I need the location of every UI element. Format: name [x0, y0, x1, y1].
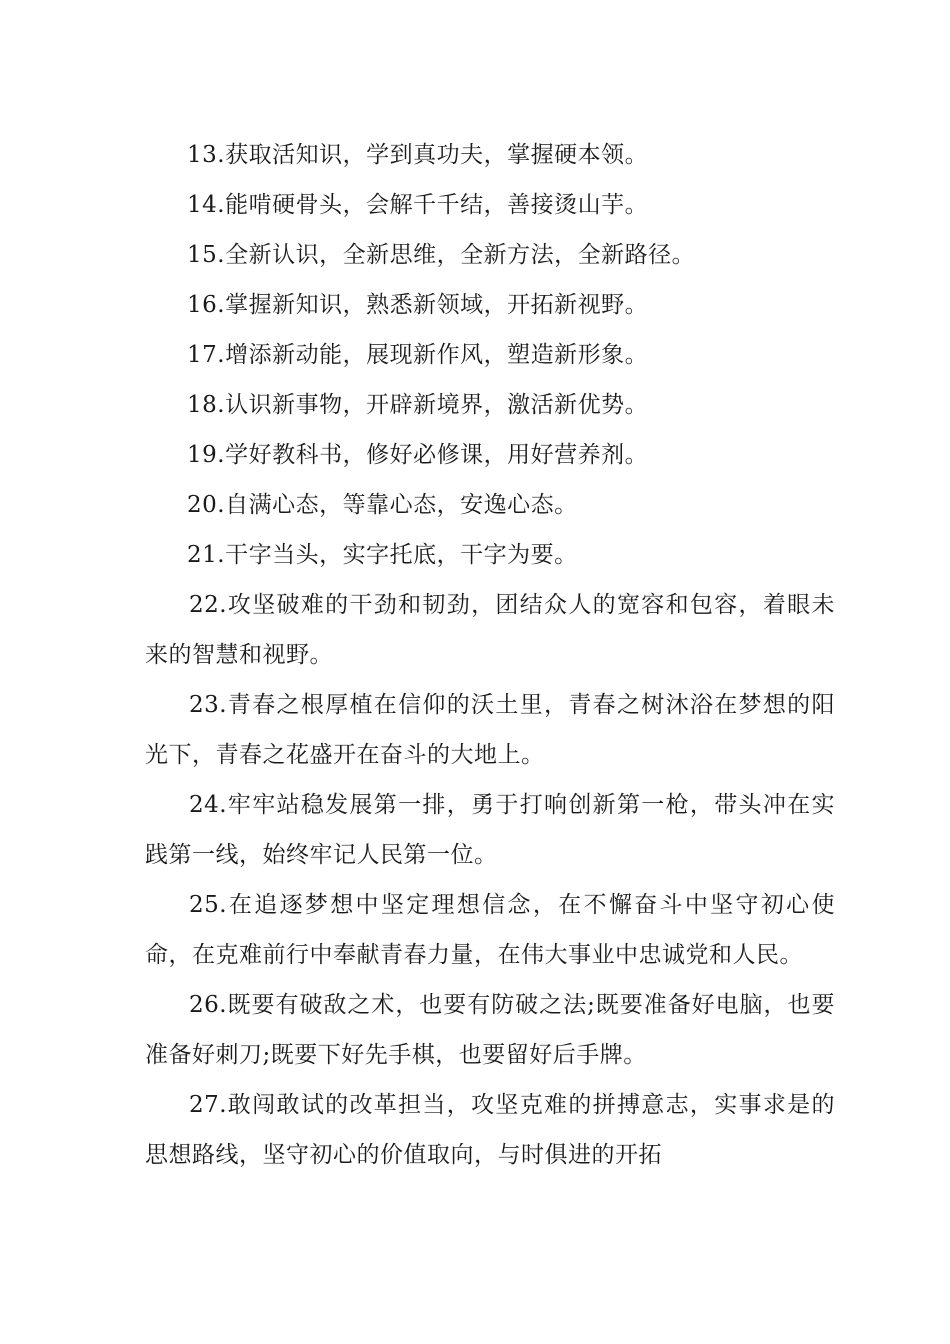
- list-item: 24.牢牢站稳发展第一排，勇于打响创新第一枪，带头冲在实践第一线，始终牢记人民第一位。: [145, 792, 835, 868]
- document-body: [145, 130, 835, 1180]
- list-item: 23.青春之根厚植在信仰的沃土里，青春之树沐浴在梦想的阳光下，青春之花盛开在奋斗的大地上。: [145, 692, 835, 768]
- list-item: 27.敢闯敢试的改革担当，攻坚克难的拼搏意志，实事求是的思想路线，坚守初心的价值取向，与时俱进的开拓: [145, 1092, 835, 1168]
- list-item: 25.在追逐梦想中坚定理想信念，在不懈奋斗中坚守初心使命，在克难前行中奉献青春力量，在伟大事业中忠诚党和人民。: [145, 892, 835, 968]
- list-item: 18.认识新事物，开辟新境界，激活新优势。: [187, 392, 649, 418]
- list-item: 14.能啃硬骨头，会解千千结，善接烫山芋。: [187, 192, 649, 218]
- list-item: 17.增添新动能，展现新作风，塑造新形象。: [187, 342, 649, 368]
- list-item: 13.获取活知识，学到真功夫，掌握硬本领。: [187, 142, 649, 168]
- list-item: 19.学好教科书，修好必修课，用好营养剂。: [187, 442, 649, 468]
- list-item: 20.自满心态，等靠心态，安逸心态。: [187, 492, 578, 518]
- list-item: 16.掌握新知识，熟悉新领域，开拓新视野。: [187, 292, 649, 318]
- list-item: 22.攻坚破难的干劲和韧劲，团结众人的宽容和包容，着眼未来的智慧和视野。: [145, 592, 835, 668]
- list-item: 21.干字当头，实字托底，干字为要。: [187, 542, 578, 568]
- list-item: 26.既要有破敌之术，也要有防破之法;既要准备好电脑，也要准备好刺刀;既要下好先手棋，也要留好后手牌。: [145, 992, 835, 1068]
- list-item: 15.全新认识，全新思维，全新方法，全新路径。: [187, 242, 696, 268]
